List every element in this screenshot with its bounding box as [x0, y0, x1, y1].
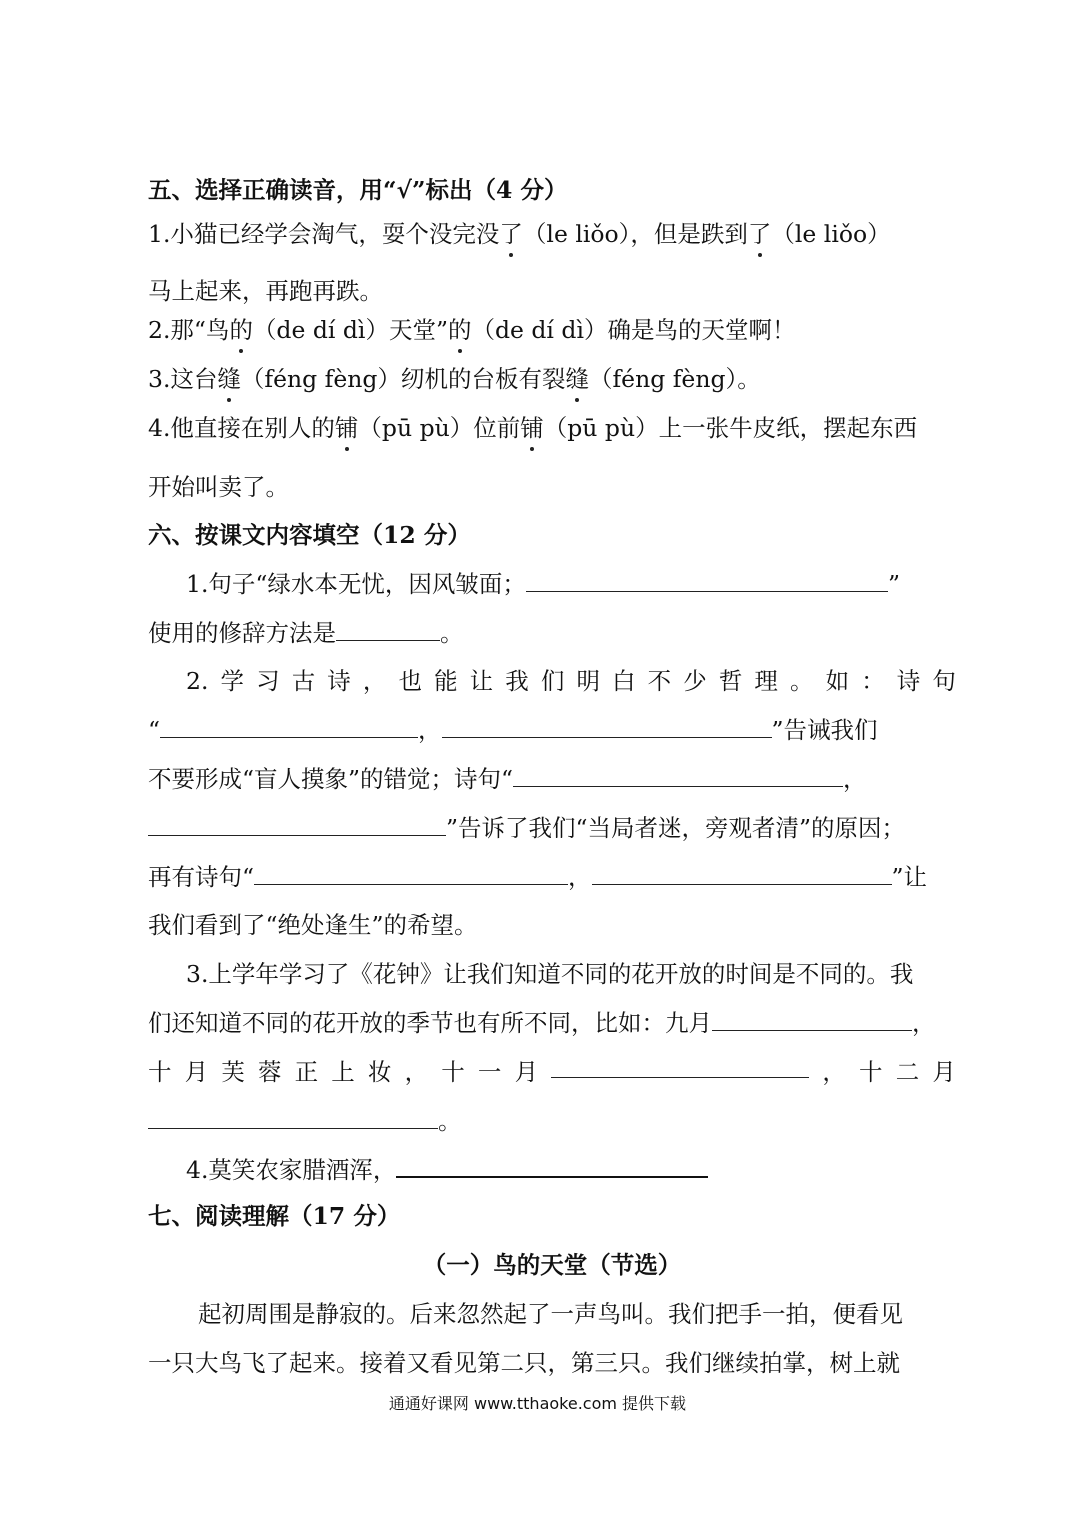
footer-watermark: 通通好课网 www.tthaoke.com 提供下载: [388, 1394, 687, 1413]
char: ，: [404, 1058, 429, 1086]
passage-line-2: 一只大鸟飞了起来。接着又看见第二只，第三只。我们继续拍掌，树上就: [148, 1349, 900, 1377]
char: 能: [434, 667, 458, 695]
passage-line-1: 起初周围是静寂的。后来忽然起了一声鸟叫。我们把手一拍，便看见: [198, 1300, 903, 1328]
s6-q2-line3: [148, 762, 956, 796]
answer-blank[interactable]: [254, 862, 568, 885]
char: 十: [859, 1058, 883, 1086]
char: 也: [398, 667, 422, 695]
answer-blank[interactable]: [160, 715, 418, 738]
dotted-char: 的: [229, 313, 253, 347]
dotted-char: 了: [748, 217, 772, 251]
s6-q2-line2: [148, 713, 956, 747]
text: 3.这台: [148, 365, 218, 393]
char: 十: [441, 1058, 465, 1086]
s6-q2-line1: [186, 664, 956, 698]
text: 。: [440, 619, 464, 647]
text: （le liǒo），但是跌到: [522, 220, 748, 248]
text: 1.句子“绿水本无忧，因风皱面；: [186, 570, 526, 598]
text: （pū pù）位前: [358, 414, 521, 442]
s6-q3-line3: [148, 1055, 956, 1089]
char: ，: [362, 667, 387, 695]
text: 们还知道不同的花开放的季节也有所不同，比如：九月: [148, 1009, 712, 1037]
s5-q2: [148, 313, 956, 347]
char: 我: [505, 667, 529, 695]
answer-blank[interactable]: [396, 1154, 708, 1178]
answer-blank[interactable]: [526, 569, 888, 592]
char: 芙: [221, 1058, 245, 1086]
char: 习: [256, 667, 280, 695]
s6-q1-line1: [186, 567, 956, 601]
char: 二: [895, 1058, 920, 1086]
char: 月: [514, 1058, 539, 1086]
text: ，: [843, 765, 867, 793]
answer-blank[interactable]: [336, 618, 440, 641]
text: （féng fèng）纫机的台板有裂: [240, 365, 566, 393]
char: 2.: [186, 667, 209, 695]
text: ，: [418, 716, 442, 744]
text: ，: [568, 863, 592, 891]
char: ：: [861, 667, 885, 695]
text: （le liǒo）: [771, 220, 891, 248]
dotted-char: 了: [499, 217, 523, 251]
s6-q2-line4: [148, 811, 956, 845]
dotted-char: 缝: [565, 362, 589, 396]
text: ”告诉了我们“当局者迷，旁观者清”的原因；: [446, 814, 906, 842]
s5-q3: [148, 362, 956, 396]
char: 上: [331, 1058, 355, 1086]
s6-q2-line5: [148, 860, 956, 894]
char: 妆: [367, 1058, 392, 1086]
char: ，: [822, 1058, 846, 1086]
char: 白: [612, 667, 636, 695]
text: 不要形成“盲人摸象”的错觉；诗句“: [148, 765, 514, 793]
char: 哲: [718, 667, 743, 695]
answer-blank[interactable]: [592, 862, 892, 885]
text: （féng fèng）。: [588, 365, 761, 393]
text: （de dí dì）确是鸟的天堂啊！: [471, 316, 796, 344]
section5-heading: 五、选择正确读音，用“√”标出（4 分）: [148, 176, 568, 204]
char: 一: [477, 1058, 502, 1086]
s6-q1-line2: [148, 616, 956, 650]
s6-q2-line6: 我们看到了“绝处逢生”的希望。: [148, 911, 478, 939]
section7-heading: 七、阅读理解（17 分）: [148, 1202, 401, 1230]
char: 正: [294, 1058, 319, 1086]
text: “: [148, 716, 161, 744]
text: 2.那“鸟: [148, 316, 230, 344]
s5-q4-line2: 开始叫卖了。: [148, 473, 289, 501]
text: 再有诗句“: [148, 863, 255, 891]
text: 1.小猫已经学会淘气，耍个没完没: [148, 220, 500, 248]
char: 学: [220, 667, 245, 695]
char: 月: [184, 1058, 209, 1086]
answer-blank[interactable]: [712, 1008, 912, 1031]
dotted-char: 的: [448, 313, 472, 347]
char: 诗: [327, 667, 351, 695]
s5-q4-line1: [148, 411, 956, 445]
char: 月: [932, 1058, 956, 1086]
text: ，: [912, 1009, 936, 1037]
text: 使用的修辞方法是: [148, 619, 336, 647]
text: ”让: [891, 863, 928, 891]
dotted-char: 铺: [335, 411, 359, 445]
text: （de dí dì）天堂”: [252, 316, 448, 344]
s6-q4: [186, 1153, 956, 1187]
text: ”: [887, 570, 900, 598]
s6-q3-line4: [148, 1104, 956, 1138]
answer-blank[interactable]: [148, 1106, 438, 1129]
s5-q1-line2: 马上起来，再跑再跌。: [148, 277, 383, 305]
char: 不: [647, 667, 672, 695]
answer-blank[interactable]: [551, 1055, 809, 1078]
section6-heading: 六、按课文内容填空（12 分）: [148, 521, 471, 549]
char: 。: [790, 667, 814, 695]
s5-q1-line1: [148, 217, 956, 251]
text: （pū pù）上一张牛皮纸，摆起东西: [543, 414, 918, 442]
char: 少: [683, 667, 707, 695]
s6-q3-line2: [148, 1006, 956, 1040]
s6-q3-line1: 3.上学年学习了《花钟》让我们知道不同的花开放的时间是不同的。我: [186, 960, 914, 988]
char: 理: [754, 667, 778, 695]
answer-blank[interactable]: [442, 715, 772, 738]
char: 明: [576, 667, 600, 695]
dotted-char: 铺: [520, 411, 544, 445]
answer-blank[interactable]: [513, 764, 843, 787]
char: 们: [540, 667, 565, 695]
char: 诗: [896, 667, 921, 695]
char: 蓉: [257, 1058, 282, 1086]
char: 让: [469, 667, 494, 695]
text: ”告诫我们: [771, 716, 878, 744]
dotted-char: 缝: [217, 362, 241, 396]
answer-blank[interactable]: [148, 813, 446, 836]
passage-title: （一）鸟的天堂（节选）: [422, 1251, 682, 1279]
char: 句: [932, 667, 956, 695]
text: 。: [438, 1107, 462, 1135]
char: 十: [148, 1058, 172, 1086]
char: 古: [291, 667, 316, 695]
text: 4.莫笑农家腊酒浑，: [186, 1156, 397, 1184]
char: 如: [825, 667, 850, 695]
text: 4.他直接在别人的: [148, 414, 335, 442]
